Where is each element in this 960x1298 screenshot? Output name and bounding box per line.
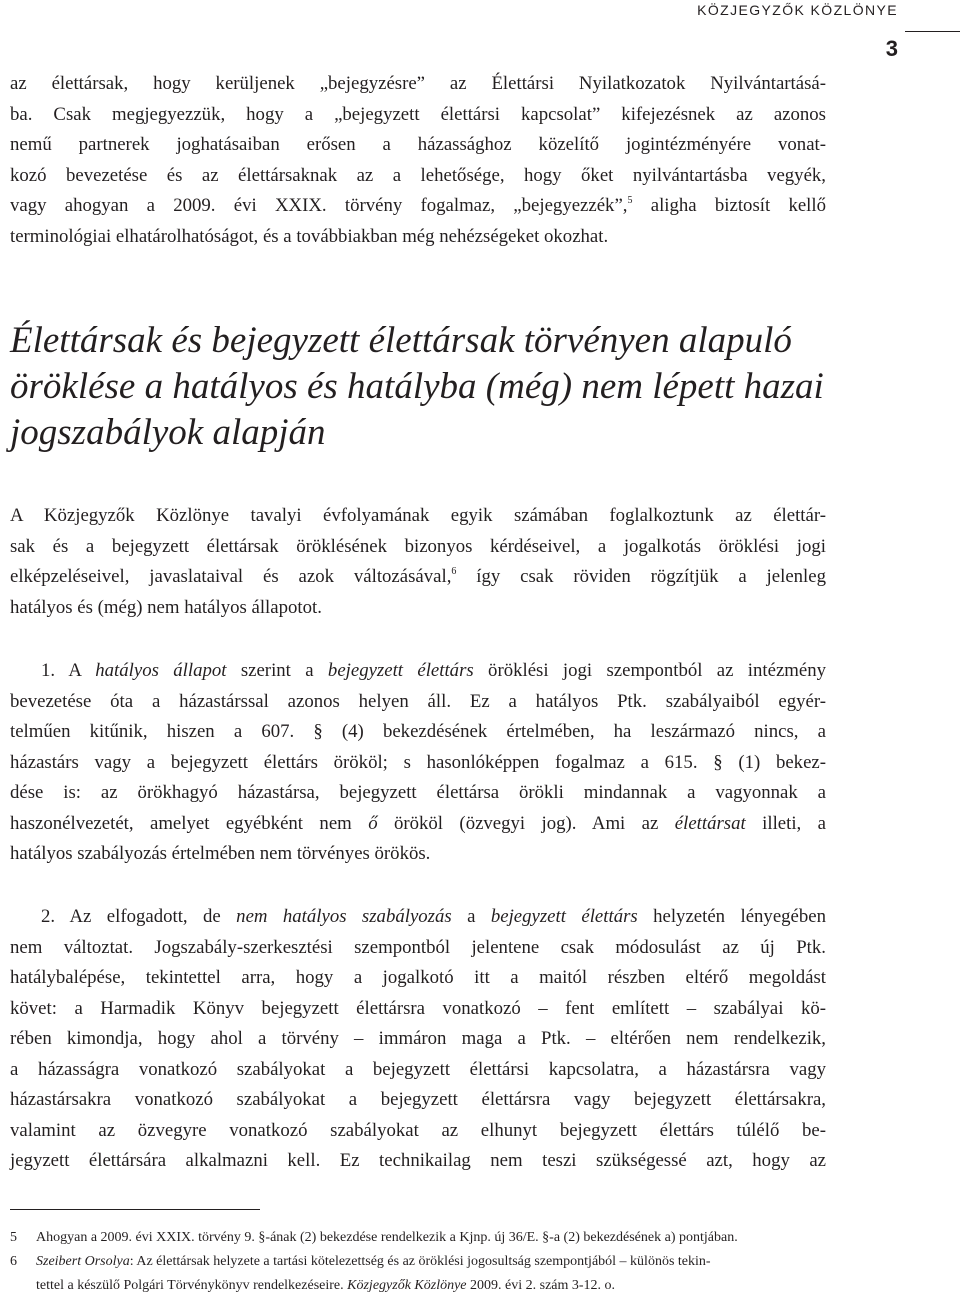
- text-line: dése is: az örökhagyó házastársa, bejegyzett élettársa örökli mindannak a vagyonnak a: [10, 782, 826, 803]
- text-line: vagy ahogyan a 2009. évi XXIX. törvény fogalmaz, „bejegyezzék”,$^5$ aligha biztosít kellő: [10, 195, 826, 216]
- paragraph-1: [10, 656, 826, 870]
- text-line: valamint az özvegyre vonatkozó szabályokat az elhunyt bejegyzett élettárs túlélő be-: [10, 1119, 826, 1141]
- text-line: 2. Az elfogadott, de nem hatályos szabályozás a bejegyzett élettárs helyzetén lényegében: [41, 906, 826, 927]
- header-rule: [905, 31, 960, 32]
- paragraph-intro-section: [10, 501, 826, 623]
- text-line: terminológiai elhatárolhatóságot, és a továbbiakban még nehézségeket okozhat.: [10, 225, 609, 247]
- text-line: házastárs vagy a bejegyzett élettárs örököl; s hasonlóképpen fogalmaz a 615. § (1) bekez-: [10, 751, 826, 773]
- text-line: haszonélvezetét, amelyet egyébként nem ő örököl (özvegyi jog). Ami az élettársat illeti, a: [10, 812, 826, 834]
- footnote-ref-5[interactable]: 5: [627, 195, 633, 206]
- footnote-text: tettel a készülő Polgári Törvénykönyv rendelkezéseire. Közjegyzők Közlönye 2009. évi 2. szám 3-12. o.: [36, 1278, 616, 1293]
- text-line: az élettársak, hogy kerüljenek „bejegyzésre” az Élettársi Nyilatkozatok Nyilvántartásá-: [10, 73, 826, 94]
- text-line: nem változtat. Jogszabály-szerkesztési szempontból jelentene csak módosulást az új Ptk.: [10, 936, 826, 958]
- footnote-5: [10, 1226, 840, 1250]
- text-line: követ: a Harmadik Könyv bejegyzett élettársra vonatkozó – fent említett – szabályai kö-: [10, 997, 826, 1019]
- footnote-number: 6: [10, 1254, 17, 1269]
- page-number: 3: [885, 36, 898, 61]
- text-line: elképzeléseivel, javaslataival és azok változásával,$^6$ így csak röviden rögzítjük a jelenleg: [10, 566, 826, 587]
- footnote-ref-6[interactable]: 6: [451, 566, 457, 577]
- footnote-text: Szeibert Orsolya: Az élettársak helyzete a tartási kötelezettség és az öröklési jogosultság szempontjából – különös tekin-: [36, 1254, 711, 1269]
- text-line: ba. Csak megjegyezzük, hogy a „bejegyzett élettársi kapcsolat” kifejezésnek az azonos: [10, 103, 826, 125]
- text-line: A Közjegyzők Közlönye tavalyi évfolyamának egyik számában foglalkoztunk az élettár-: [10, 505, 826, 526]
- text-line: jegyzett élettársára alkalmazni kell. Ez technikailag nem teszi szükségessé azt, hogy az: [10, 1150, 826, 1171]
- text-line: kozó bevezetése és az élettársaknak az a lehetősége, hogy őket nyilvántartásba vegyék,: [10, 164, 826, 186]
- text-line: rében kimondja, hogy ahol a törvény – immáron maga a Ptk. – eltérően nem rendelkezik,: [10, 1028, 826, 1049]
- text-line: nemű partnerek joghatásaiban erősen a házassághoz közelítő jogintézményére vonat-: [10, 134, 826, 155]
- footnote-6: [10, 1250, 840, 1298]
- text-line: hatálybalépése, tekintettel arra, hogy a jogalkotó itt a maitól részben eltérő megoldást: [10, 967, 826, 988]
- text-line: hatályos szabályozás értelmében nem törvényes örökös.: [10, 843, 431, 864]
- text-line: telműen kitűnik, hiszen a 607. § (4) bekezdésének értelmében, ha leszármazó nincs, a: [10, 721, 826, 742]
- journal-title: KÖZJEGYZŐK KÖZLÖNYE: [697, 2, 898, 18]
- text-line: 1. A hatályos állapot szerint a bejegyzett élettárs öröklési jogi szempontból az intézmény: [41, 660, 827, 681]
- intro-paragraph: [10, 69, 826, 252]
- text-line: bevezetése óta a házastárssal azonos helyen áll. Ez a hatályos Ptk. szabályaiból egyér-: [10, 690, 826, 712]
- footnote-number: 5: [10, 1230, 17, 1245]
- footnote-text: Ahogyan a 2009. évi XXIX. törvény 9. §-ának (2) bekezdése rendelkezik a Kjnp. új 36/E. §-a (2) bekezdésének a) pontjában.: [36, 1230, 738, 1245]
- text-line: házastársakra vonatkozó szabályokat a bejegyzett élettársra vagy bejegyzett élettársakra,: [10, 1089, 826, 1110]
- section-heading: Élettársak és bejegyzett élettársak törvényen alapuló öröklése a hatályos és hatályba (még) nem lépett hazai jogszabályok alapján: [10, 320, 824, 453]
- text-line: sak és a bejegyzett élettársak öröklésének bizonyos kérdéseivel, a jogalkotás öröklési jogi: [10, 535, 826, 557]
- footnote-rule: [10, 1209, 260, 1210]
- footnotes: [10, 1226, 840, 1298]
- text-line: hatályos és (még) nem hatályos állapotot.: [10, 596, 322, 618]
- text-line: a házasságra vonatkozó szabályokat a bejegyzett élettársi kapcsolatra, a házastársra vagy: [10, 1058, 826, 1080]
- paragraph-2: [10, 902, 826, 1177]
- footnote-author: Szeibert Orsolya: [36, 1254, 130, 1269]
